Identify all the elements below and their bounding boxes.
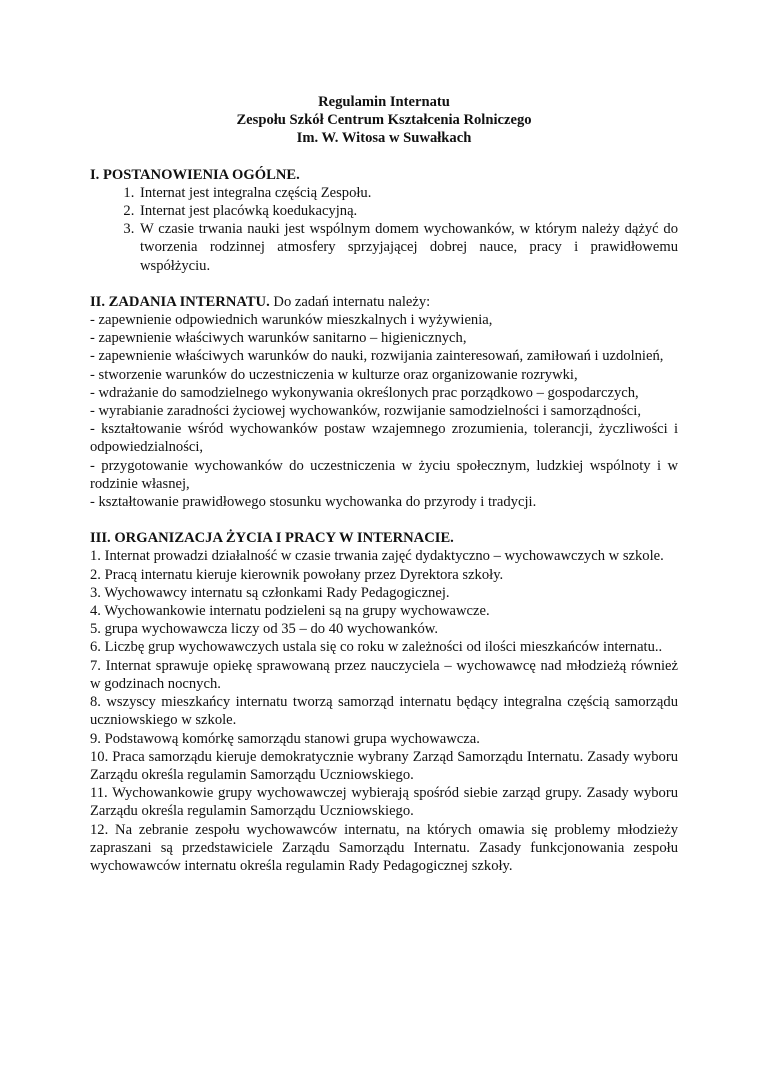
- title-line-3: Im. W. Witosa w Suwałkach: [296, 130, 472, 147]
- list-item: 5. grupa wychowawcza liczy od 35 – do 40 wychowanków.: [90, 621, 438, 638]
- list-item: - wyrabianie zaradności życiowej wychowanków, rozwijanie samodzielności i samorządności,: [90, 403, 641, 420]
- section-heading: I. POSTANOWIENIA OGÓLNE.: [90, 166, 300, 183]
- list-item: - stworzenie warunków do uczestniczenia w kulturze oraz organizowanie rozrywki,: [90, 366, 578, 383]
- list-item: 2. Pracą internatu kieruje kierownik powołany przez Dyrektora szkoły.: [90, 566, 504, 583]
- list-item: 12. Na zebranie zespołu wychowawców internatu, na których omawia się problemy młodzieży zapraszani są przedstawiciele Zarządu Samorządu Internatu. Zasady funkcjonowania zespołu wychowawców internatu określa regulamin Rady Pedagogicznej szkoły.: [90, 821, 678, 874]
- section-heading-line: [90, 293, 678, 311]
- title-line-1: Regulamin Internatu: [318, 94, 450, 110]
- list-item: 8. wszyscy mieszkańcy internatu tworzą samorząd internatu będący integralna częścią samorządu uczniowskiego w szkole.: [90, 694, 678, 729]
- section-general-provisions: [90, 166, 678, 275]
- list-item: 2. Internat jest placówką koedukacyjną.: [138, 202, 678, 220]
- numbered-list: [90, 184, 678, 275]
- section-tasks: [90, 293, 678, 511]
- list-item: 3. Wychowawcy internatu są członkami Rady Pedagogicznej.: [90, 584, 450, 601]
- section-heading: III. ORGANIZACJA ŻYCIA I PRACY W INTERNACIE.: [90, 530, 454, 547]
- list-item: 9. Podstawową komórkę samorządu stanowi grupa wychowawcza.: [90, 730, 480, 747]
- list-item: 4. Wychowankowie internatu podzieleni są na grupy wychowawcze.: [90, 603, 490, 620]
- section-intro: Do zadań internatu należy:: [269, 293, 431, 310]
- document-title: [90, 93, 678, 148]
- list-item: 10. Praca samorządu kieruje demokratycznie wybrany Zarząd Samorządu Internatu. Zasady wyboru Zarządu określa regulamin Samorządu Uczniowskiego.: [90, 748, 678, 783]
- list-item: - zapewnienie właściwych warunków do nauki, rozwijania zainteresowań, zamiłowań i uzdolnień,: [90, 348, 664, 365]
- list-item: 1. Internat jest integralna częścią Zespołu.: [138, 184, 678, 202]
- list-item: 1. Internat prowadzi działalność w czasie trwania zajęć dydaktyczno – wychowawczych w szkole.: [90, 548, 664, 565]
- list-item: 6. Liczbę grup wychowawczych ustala się co roku w zależności od ilości mieszkańców internatu..: [90, 639, 663, 656]
- document-page: [90, 93, 678, 875]
- section-heading: II. ZADANIA INTERNATU.: [90, 293, 270, 310]
- list-item: - przygotowanie wychowanków do uczestniczenia w życiu społecznym, ludzkiej wspólnoty i w rodzinie własnej,: [90, 457, 678, 492]
- list-item: 11. Wychowankowie grupy wychowawczej wybierają spośród siebie zarząd grupy. Zasady wyboru Zarządu określa regulamin Samorządu Uczniowskiego.: [90, 785, 678, 820]
- list-item: - zapewnienie właściwych warunków sanitarno – higienicznych,: [90, 330, 467, 347]
- list-item: - zapewnienie odpowiednich warunków mieszkalnych i wyżywienia,: [90, 312, 493, 329]
- list-item: - kształtowanie wśród wychowanków postaw wzajemnego zrozumienia, tolerancji, życzliwości i odpowiedzialności,: [90, 421, 678, 456]
- section-organization: [90, 529, 678, 875]
- title-line-2: Zespołu Szkół Centrum Kształcenia Rolniczego: [236, 112, 532, 129]
- list-item: 7. Internat sprawuje opiekę sprawowaną przez nauczyciela – wychowawcę nad młodzieżą również w godzinach nocnych.: [90, 657, 678, 692]
- list-item: 3. W czasie trwania nauki jest wspólnym domem wychowanków, w którym należy dążyć do tworzenia rodzinnej atmosfery sprzyjającej dobrej nauce, pracy i prawidłowemu współżyciu.: [138, 220, 678, 275]
- list-item: - kształtowanie prawidłowego stosunku wychowanka do przyrody i tradycji.: [90, 494, 537, 511]
- list-item: - wdrażanie do samodzielnego wykonywania określonych prac porządkowo – gospodarczych,: [90, 384, 639, 401]
